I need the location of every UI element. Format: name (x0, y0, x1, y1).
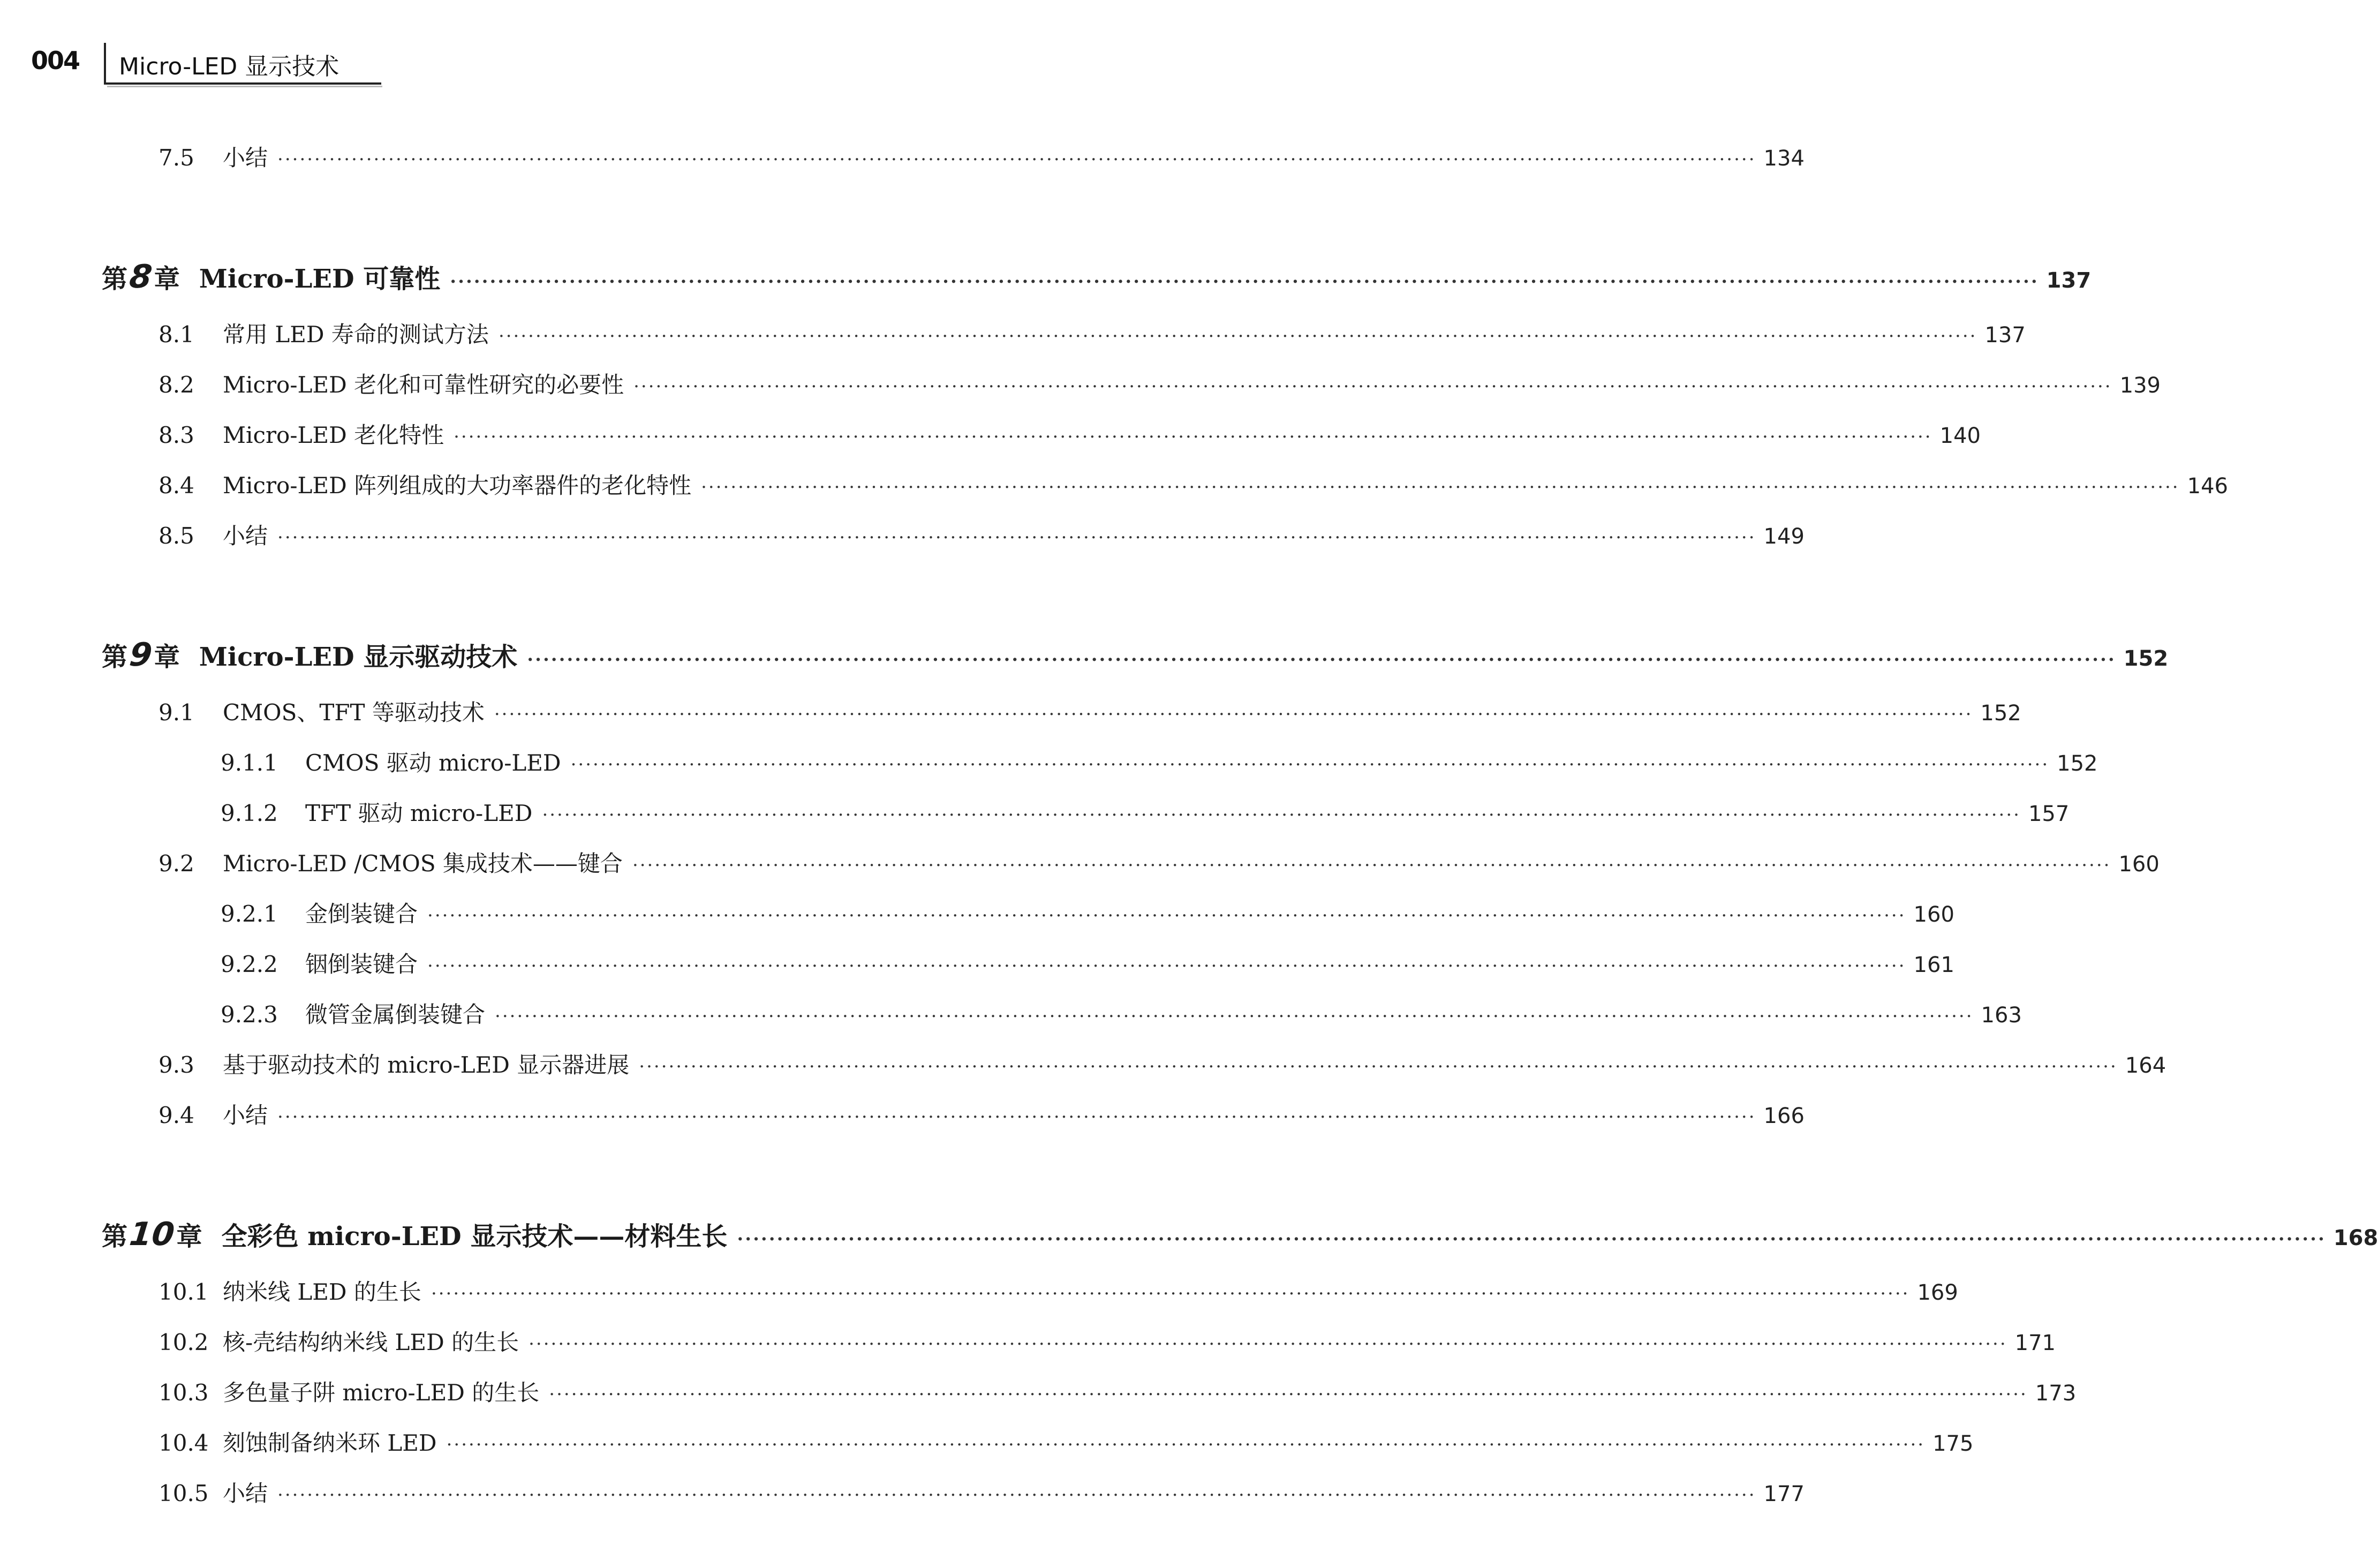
toc-number (102, 1216, 202, 1253)
toc-section-row (158, 695, 2021, 727)
toc-leader-dots: ········································································································································································································ (450, 271, 2039, 292)
header-divider (104, 43, 106, 85)
toc-leader-dots: ········································································································································································································ (446, 1434, 1926, 1456)
toc-title: Micro-LED 阵列组成的大功率器件的老化特性 (223, 472, 692, 499)
toc-leader-dots: ········································································································································································································ (639, 1056, 2118, 1077)
toc-title: Micro-LED 老化和可靠性研究的必要性 (223, 372, 624, 398)
toc-number: 9.3 (158, 1052, 194, 1078)
toc-chapter-row (102, 1216, 2378, 1253)
toc-leader-dots: ········································································································································································································ (701, 477, 2180, 498)
toc-page-number: 152 (1980, 701, 2021, 726)
toc-title: 刻蚀制备纳米环 LED (223, 1430, 437, 1456)
page-header (0, 0, 1099, 91)
chapter-suffix: 章 (176, 1222, 202, 1252)
toc-number: 7.5 (158, 145, 194, 171)
toc-title: 金倒装键合 (305, 901, 418, 927)
toc-number: 8.2 (158, 372, 194, 398)
toc-section-row (158, 468, 2228, 500)
chapter-suffix: 章 (154, 642, 180, 672)
toc-section-row (158, 1275, 1958, 1307)
toc-page-number: 163 (1981, 1003, 2022, 1028)
chapter-prefix: 第 (102, 642, 128, 672)
toc-title: 微管金属倒装键合 (305, 1001, 486, 1028)
toc-leader-dots: ········································································································································································································ (737, 1228, 2326, 1250)
toc-page-number: 169 (1917, 1280, 1958, 1305)
toc-leader-dots: ········································································································································································································ (529, 1333, 2007, 1355)
toc-page-number: 149 (1763, 524, 1805, 549)
toc-title: 多色量子阱 micro-LED 的生长 (223, 1379, 540, 1406)
toc-leader-dots: ········································································································································································································ (454, 426, 1932, 448)
toc-leader-dots: ········································································································································································································ (633, 376, 2112, 397)
chapter-prefix: 第 (102, 1222, 128, 1252)
toc-title: Micro-LED 可靠性 (199, 264, 441, 294)
toc-title: 小结 (223, 523, 268, 549)
toc-section-row (158, 418, 1981, 450)
toc-title: 纳米线 LED 的生长 (223, 1279, 421, 1305)
toc-number: 8.3 (158, 422, 194, 448)
toc-leader-dots: ········································································································································································································ (498, 326, 1977, 347)
toc-number: 8.5 (158, 523, 194, 549)
toc-title: 小结 (223, 1102, 268, 1128)
toc-number: 9.1.1 (221, 750, 278, 776)
toc-page-number: 177 (1763, 1482, 1805, 1506)
toc-number: 10.5 (158, 1480, 209, 1506)
toc-section-row (158, 1375, 2077, 1407)
toc-section-row (158, 518, 1805, 551)
toc-subsection-row (221, 997, 2022, 1029)
toc-number (102, 258, 180, 296)
toc-leader-dots: ········································································································································································································ (495, 1006, 1974, 1027)
toc-leader-dots: ········································································································································································································ (277, 527, 1756, 548)
toc-leader-dots: ········································································································································································································ (570, 754, 2050, 775)
toc-number: 9.2.3 (221, 1001, 278, 1028)
toc-page-number: 160 (2118, 852, 2160, 877)
toc-page-number: 139 (2119, 373, 2161, 398)
toc-chapter-row (102, 636, 2169, 674)
toc-title: CMOS、TFT 等驱动技术 (223, 699, 485, 726)
toc-page-number: 160 (1913, 902, 1954, 927)
toc-section-row (158, 1098, 1805, 1130)
toc-number: 9.1.2 (221, 800, 278, 826)
chapter-prefix: 第 (102, 264, 128, 294)
toc-number: 10.2 (158, 1329, 209, 1355)
toc-number: 9.2.1 (221, 901, 278, 927)
toc-leader-dots: ········································································································································································································ (549, 1384, 2028, 1405)
toc-title: 小结 (223, 1480, 268, 1506)
toc-number: 10.4 (158, 1430, 209, 1456)
chapter-number: 9 (127, 636, 154, 674)
toc-number: 9.2 (158, 850, 194, 877)
toc-title: 铟倒装键合 (305, 951, 418, 977)
toc-title: Micro-LED 显示驱动技术 (199, 642, 518, 672)
toc-section-row (158, 317, 2026, 349)
toc-leader-dots: ········································································································································································································ (527, 649, 2116, 670)
toc-number: 10.3 (158, 1379, 209, 1406)
toc-number: 9.4 (158, 1102, 194, 1128)
toc-leader-dots: ········································································································································································································ (431, 1283, 1910, 1305)
toc-page-number: 173 (2035, 1381, 2077, 1406)
toc-section-row (158, 846, 2160, 878)
chapter-number: 10 (127, 1216, 177, 1253)
page-number: 004 (31, 46, 80, 75)
toc-page-number: 146 (2187, 474, 2228, 499)
toc-section-row (158, 1047, 2166, 1080)
toc-number: 10.1 (158, 1279, 209, 1305)
toc-chapter-row (102, 258, 2092, 296)
toc-title: 基于驱动技术的 micro-LED 显示器进展 (223, 1052, 630, 1078)
toc-page-number: 137 (2046, 268, 2092, 293)
toc-leader-dots: ········································································································································································································ (277, 149, 1756, 170)
toc-leader-dots: ········································································································································································································ (632, 855, 2111, 876)
toc-section-row (158, 1325, 2056, 1357)
toc-number: 8.4 (158, 472, 194, 499)
toc-page-number: 168 (2333, 1226, 2378, 1250)
toc-section-row (158, 1426, 1974, 1458)
toc-section-row (158, 1476, 1805, 1508)
toc-page-number: 161 (1913, 953, 1954, 977)
toc-page-number: 134 (1763, 146, 1805, 171)
chapter-suffix: 章 (154, 264, 180, 294)
toc-title: Micro-LED 老化特性 (223, 422, 444, 448)
toc-number (102, 636, 180, 674)
chapter-number: 8 (127, 258, 154, 296)
toc-leader-dots: ········································································································································································································ (427, 905, 1906, 926)
toc-leader-dots: ········································································································································································································ (277, 1106, 1756, 1128)
toc-title: 核-壳结构纳米线 LED 的生长 (223, 1329, 519, 1355)
toc-section-row (158, 140, 1805, 172)
toc-title: TFT 驱动 micro-LED (305, 800, 533, 826)
toc-leader-dots: ········································································································································································································ (277, 1484, 1756, 1506)
toc-leader-dots: ········································································································································································································ (542, 804, 2021, 826)
toc-title: 小结 (223, 145, 268, 171)
toc-page-number: 152 (2057, 751, 2098, 776)
toc-leader-dots: ········································································································································································································ (494, 704, 1973, 725)
toc-subsection-row (221, 947, 1954, 979)
toc-number: 9.1 (158, 699, 194, 726)
toc-page-number: 164 (2125, 1053, 2166, 1078)
toc-title: CMOS 驱动 micro-LED (305, 750, 561, 776)
header-underline (104, 82, 381, 85)
header-underline-shadow (107, 86, 382, 87)
toc-number: 9.2.2 (221, 951, 278, 977)
toc-leader-dots: ········································································································································································································ (427, 955, 1906, 977)
toc-number: 8.1 (158, 321, 194, 348)
toc-subsection-row (221, 896, 1954, 929)
toc-title: 常用 LED 寿命的测试方法 (223, 321, 489, 348)
toc-page-number: 171 (2014, 1331, 2056, 1355)
toc-subsection-row (221, 745, 2098, 778)
toc-subsection-row (221, 796, 2070, 828)
book-title: Micro-LED 显示技术 (119, 53, 339, 80)
toc-page-number: 140 (1939, 424, 1981, 448)
toc-page-number: 175 (1932, 1431, 1974, 1456)
toc-page-number: 137 (1984, 323, 2026, 348)
toc-section-row (158, 367, 2161, 399)
toc-page-number: 157 (2028, 802, 2070, 826)
toc-page-number: 166 (1763, 1104, 1805, 1128)
toc-title: Micro-LED /CMOS 集成技术——键合 (223, 850, 623, 877)
toc-page-number: 152 (2123, 646, 2169, 671)
toc-title: 全彩色 micro-LED 显示技术——材料生长 (221, 1222, 728, 1252)
